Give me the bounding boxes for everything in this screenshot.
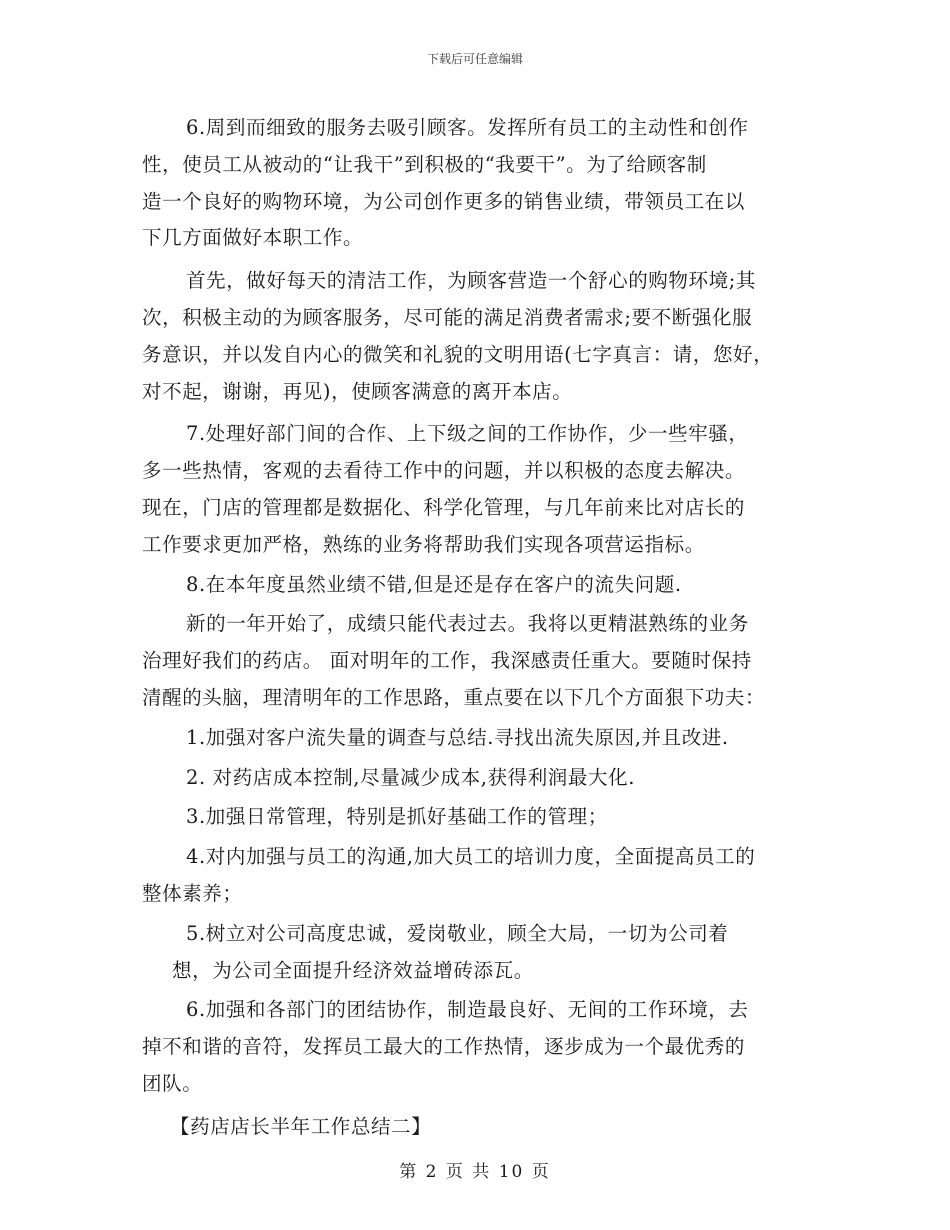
paragraph-line: 现在，门店的管理都是数据化、科学化管理，与几年前来比对店长的 bbox=[142, 495, 746, 519]
paragraph-line: 下几方面做好本职工作。 bbox=[142, 226, 364, 250]
list-item: 6.加强和各部门的团结协作，制造最良好、无间的工作环境，去 bbox=[186, 998, 749, 1022]
list-item-continuation: 想，为公司全面提升经济效益增砖添瓦。 bbox=[172, 958, 534, 982]
list-item-continuation: 整体素养； bbox=[142, 881, 243, 905]
section-heading: 【药店店长半年工作总结二】 bbox=[170, 1114, 432, 1138]
paragraph-line: 清醒的头脑，理清明年的工作思路，重点要在以下几个方面狠下功夫： bbox=[142, 685, 766, 709]
list-item: 4.对内加强与员工的沟通,加大员工的培训力度，全面提高员工的 bbox=[186, 845, 756, 869]
list-item: 5.树立对公司高度忠诚，爱岗敬业，顾全大局，一切为公司着 bbox=[186, 921, 729, 945]
paragraph-line: 多一些热情，客观的去看待工作中的问题，并以积极的态度去解决。 bbox=[142, 459, 746, 483]
paragraph-line: 性，使员工从被动的“让我干”到积极的“我要干”。为了给顾客制 bbox=[142, 152, 707, 176]
list-item-continuation: 掉不和谐的音符，发挥员工最大的工作热情，逐步成为一个最优秀的 bbox=[142, 1035, 746, 1059]
paragraph-line: 新的一年开始了，成绩只能代表过去。我将以更精湛熟练的业务 bbox=[186, 612, 749, 636]
paragraph-line: 对不起，谢谢，再见)，使顾客满意的离开本店。 bbox=[142, 379, 573, 403]
paragraph-line: 首先，做好每天的清洁工作，为顾客营造一个舒心的购物环境;其 bbox=[186, 269, 756, 293]
list-item: 1.加强对客户流失量的调查与总结.寻找出流失原因,并且改进. bbox=[186, 725, 729, 749]
paragraph-line: 工作要求更加严格，熟练的业务将帮助我们实现各项营运指标。 bbox=[142, 532, 705, 556]
paragraph-line: 造一个良好的购物环境，为公司创作更多的销售业绩，带领员工在以 bbox=[142, 189, 746, 213]
paragraph-line: 次，积极主动的为顾客服务，尽可能的满足消费者需求;要不断强化服 bbox=[142, 305, 753, 329]
page-header-note: 下载后可任意编辑 bbox=[426, 52, 523, 66]
page-number-footer: 第 2 页 共 10 页 bbox=[399, 1162, 551, 1182]
paragraph-line: 7.处理好部门间的合作、上下级之间的工作协作，少一些牢骚， bbox=[186, 422, 749, 446]
list-item-continuation: 团队。 bbox=[142, 1071, 203, 1095]
list-item: 2. 对药店成本控制,尽量减少成本,获得利润最大化. bbox=[186, 765, 635, 789]
paragraph-line: 6.周到而细致的服务去吸引顾客。发挥所有员工的主动性和创作 bbox=[186, 116, 749, 139]
paragraph-line: 治理好我们的药店。 面对明年的工作，我深感责任重大。要随时保持 bbox=[142, 649, 752, 673]
paragraph-line: 8.在本年度虽然业绩不错,但是还是存在客户的流失问题. bbox=[186, 572, 682, 596]
document-body bbox=[142, 110, 822, 1146]
list-item: 3.加强日常管理，特别是抓好基础工作的管理； bbox=[186, 805, 608, 829]
paragraph-line: 务意识，并以发自内心的微笑和礼貌的文明用语(七字真言：请，您好， bbox=[142, 342, 774, 366]
